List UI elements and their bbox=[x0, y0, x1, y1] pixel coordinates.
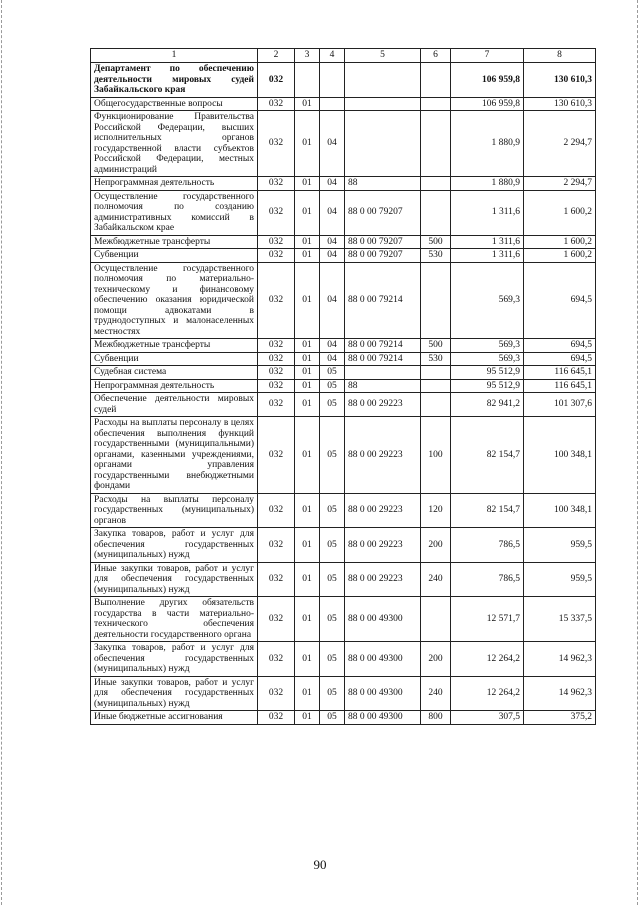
row-target-item-cell: 88 bbox=[345, 177, 421, 191]
row-target-item-cell: 88 0 00 79214 bbox=[345, 262, 421, 339]
row-amount-col7-cell: 1 880,9 bbox=[451, 111, 524, 177]
row-name-cell: Осуществление государственного полномочия по материально-техническому и финансовому обеспечению оказания юридической помощи адвокатами в труднодоступных и малонаселенных местностях bbox=[91, 262, 258, 339]
row-amount-col8-cell: 694,5 bbox=[524, 262, 596, 339]
row-target-item-cell: 88 0 00 79207 bbox=[345, 235, 421, 249]
row-section-cell: 01 bbox=[295, 177, 320, 191]
table-row bbox=[91, 190, 596, 235]
row-target-item-cell: 88 0 00 29223 bbox=[345, 493, 421, 528]
row-expense-type-cell: 530 bbox=[421, 249, 451, 263]
row-name-cell: Межбюджетные трансферты bbox=[91, 339, 258, 353]
row-amount-col8-cell: 2 294,7 bbox=[524, 177, 596, 191]
row-subsection-cell: 04 bbox=[320, 352, 345, 366]
row-admin-code-cell: 032 bbox=[258, 177, 295, 191]
row-target-item-cell bbox=[345, 97, 421, 111]
row-section-cell: 01 bbox=[295, 676, 320, 711]
row-name-cell: Функционирование Правительства Российской Федерации, высших исполнительных органов государственной власти субъектов Российской Федерации, местных администраций bbox=[91, 111, 258, 177]
row-amount-col7-cell: 82 154,7 bbox=[451, 493, 524, 528]
row-expense-type-cell: 500 bbox=[421, 235, 451, 249]
row-subsection-cell: 05 bbox=[320, 366, 345, 380]
row-name-cell: Расходы на выплаты персоналу в целях обеспечения выполнения функций государственными (муниципальными) органами, казенными учреждениями, органами управления государственными внебюджетными фондами bbox=[91, 417, 258, 494]
row-admin-code-cell: 032 bbox=[258, 366, 295, 380]
row-amount-col7-cell: 12 264,2 bbox=[451, 642, 524, 677]
row-name-cell: Субвенции bbox=[91, 352, 258, 366]
row-amount-col8-cell: 130 610,3 bbox=[524, 97, 596, 111]
header-row bbox=[91, 49, 596, 63]
row-subsection-cell: 05 bbox=[320, 393, 345, 417]
header-cell-3: 3 bbox=[295, 49, 320, 63]
row-amount-col7-cell: 12 264,2 bbox=[451, 676, 524, 711]
row-amount-col8-cell: 101 307,6 bbox=[524, 393, 596, 417]
table-row bbox=[91, 111, 596, 177]
row-section-cell: 01 bbox=[295, 711, 320, 725]
row-section-cell bbox=[295, 63, 320, 98]
page-number: 90 bbox=[313, 857, 327, 872]
row-admin-code-cell: 032 bbox=[258, 339, 295, 353]
row-name-cell: Закупка товаров, работ и услуг для обеспечения государственных (муниципальных) нужд bbox=[91, 642, 258, 677]
row-amount-col8-cell: 14 962,3 bbox=[524, 642, 596, 677]
row-expense-type-cell bbox=[421, 597, 451, 642]
row-expense-type-cell: 800 bbox=[421, 711, 451, 725]
header-cell-6: 6 bbox=[421, 49, 451, 63]
row-subsection-cell: 05 bbox=[320, 676, 345, 711]
row-section-cell: 01 bbox=[295, 235, 320, 249]
row-subsection-cell: 04 bbox=[320, 249, 345, 263]
row-expense-type-cell: 240 bbox=[421, 562, 451, 597]
row-expense-type-cell: 200 bbox=[421, 528, 451, 563]
header-cell-1: 1 bbox=[91, 49, 258, 63]
table-row bbox=[91, 63, 596, 98]
row-subsection-cell: 05 bbox=[320, 417, 345, 494]
row-subsection-cell: 04 bbox=[320, 262, 345, 339]
row-section-cell: 01 bbox=[295, 393, 320, 417]
row-subsection-cell: 04 bbox=[320, 190, 345, 235]
row-target-item-cell bbox=[345, 111, 421, 177]
row-admin-code-cell: 032 bbox=[258, 111, 295, 177]
table-row bbox=[91, 177, 596, 191]
table-row bbox=[91, 642, 596, 677]
table-row bbox=[91, 262, 596, 339]
row-expense-type-cell bbox=[421, 366, 451, 380]
row-target-item-cell: 88 0 00 49300 bbox=[345, 642, 421, 677]
row-name-cell: Осуществление государственного полномочия по созданию административных комиссий в Забайкальском крае bbox=[91, 190, 258, 235]
row-subsection-cell: 05 bbox=[320, 528, 345, 563]
row-amount-col8-cell: 100 348,1 bbox=[524, 417, 596, 494]
row-section-cell: 01 bbox=[295, 379, 320, 393]
row-subsection-cell: 04 bbox=[320, 235, 345, 249]
row-name-cell: Межбюджетные трансферты bbox=[91, 235, 258, 249]
row-target-item-cell: 88 0 00 79207 bbox=[345, 190, 421, 235]
table-row bbox=[91, 528, 596, 563]
row-admin-code-cell: 032 bbox=[258, 63, 295, 98]
table-row bbox=[91, 366, 596, 380]
row-admin-code-cell: 032 bbox=[258, 528, 295, 563]
row-amount-col7-cell: 106 959,8 bbox=[451, 97, 524, 111]
row-amount-col8-cell: 1 600,2 bbox=[524, 249, 596, 263]
row-section-cell: 01 bbox=[295, 97, 320, 111]
row-admin-code-cell: 032 bbox=[258, 352, 295, 366]
row-name-cell: Департамент по обеспечению деятельности мировых судей Забайкальского края bbox=[91, 63, 258, 98]
row-amount-col7-cell: 95 512,9 bbox=[451, 379, 524, 393]
header-cell-5: 5 bbox=[345, 49, 421, 63]
row-amount-col7-cell: 106 959,8 bbox=[451, 63, 524, 98]
row-target-item-cell: 88 0 00 79207 bbox=[345, 249, 421, 263]
row-section-cell: 01 bbox=[295, 366, 320, 380]
row-subsection-cell: 04 bbox=[320, 111, 345, 177]
row-expense-type-cell: 200 bbox=[421, 642, 451, 677]
row-amount-col8-cell: 959,5 bbox=[524, 528, 596, 563]
table-row bbox=[91, 97, 596, 111]
row-expense-type-cell: 120 bbox=[421, 493, 451, 528]
row-subsection-cell: 05 bbox=[320, 711, 345, 725]
row-name-cell: Непрограммная деятельность bbox=[91, 379, 258, 393]
row-section-cell: 01 bbox=[295, 339, 320, 353]
row-subsection-cell: 04 bbox=[320, 339, 345, 353]
row-name-cell: Судебная система bbox=[91, 366, 258, 380]
row-admin-code-cell: 032 bbox=[258, 562, 295, 597]
row-subsection-cell: 05 bbox=[320, 379, 345, 393]
row-expense-type-cell bbox=[421, 97, 451, 111]
row-target-item-cell: 88 0 00 29223 bbox=[345, 562, 421, 597]
row-expense-type-cell bbox=[421, 379, 451, 393]
header-cell-8: 8 bbox=[524, 49, 596, 63]
row-subsection-cell: 05 bbox=[320, 493, 345, 528]
table-body bbox=[91, 63, 596, 725]
row-target-item-cell: 88 0 00 49300 bbox=[345, 711, 421, 725]
row-admin-code-cell: 032 bbox=[258, 417, 295, 494]
row-amount-col8-cell: 116 645,1 bbox=[524, 366, 596, 380]
row-admin-code-cell: 032 bbox=[258, 97, 295, 111]
row-target-item-cell bbox=[345, 366, 421, 380]
row-target-item-cell: 88 bbox=[345, 379, 421, 393]
row-name-cell: Закупка товаров, работ и услуг для обеспечения государственных (муниципальных) нужд bbox=[91, 528, 258, 563]
row-subsection-cell: 05 bbox=[320, 562, 345, 597]
row-amount-col8-cell: 1 600,2 bbox=[524, 190, 596, 235]
row-amount-col8-cell: 2 294,7 bbox=[524, 111, 596, 177]
row-amount-col8-cell: 15 337,5 bbox=[524, 597, 596, 642]
row-amount-col8-cell: 1 600,2 bbox=[524, 235, 596, 249]
row-section-cell: 01 bbox=[295, 642, 320, 677]
row-amount-col8-cell: 694,5 bbox=[524, 339, 596, 353]
row-subsection-cell bbox=[320, 97, 345, 111]
row-target-item-cell: 88 0 00 29223 bbox=[345, 417, 421, 494]
row-section-cell: 01 bbox=[295, 111, 320, 177]
row-expense-type-cell bbox=[421, 111, 451, 177]
row-amount-col8-cell: 694,5 bbox=[524, 352, 596, 366]
row-name-cell: Общегосударственные вопросы bbox=[91, 97, 258, 111]
row-admin-code-cell: 032 bbox=[258, 493, 295, 528]
row-expense-type-cell bbox=[421, 393, 451, 417]
row-subsection-cell: 05 bbox=[320, 642, 345, 677]
table-row bbox=[91, 235, 596, 249]
row-expense-type-cell bbox=[421, 262, 451, 339]
row-section-cell: 01 bbox=[295, 493, 320, 528]
row-amount-col7-cell: 1 311,6 bbox=[451, 235, 524, 249]
row-amount-col7-cell: 82 941,2 bbox=[451, 393, 524, 417]
header-cell-7: 7 bbox=[451, 49, 524, 63]
row-section-cell: 01 bbox=[295, 249, 320, 263]
header-cell-2: 2 bbox=[258, 49, 295, 63]
row-amount-col8-cell: 14 962,3 bbox=[524, 676, 596, 711]
row-target-item-cell: 88 0 00 79214 bbox=[345, 352, 421, 366]
row-amount-col8-cell: 375,2 bbox=[524, 711, 596, 725]
row-amount-col7-cell: 1 311,6 bbox=[451, 190, 524, 235]
table-row bbox=[91, 676, 596, 711]
row-amount-col7-cell: 1 880,9 bbox=[451, 177, 524, 191]
row-name-cell: Расходы на выплаты персоналу государственных (муниципальных) органов bbox=[91, 493, 258, 528]
row-admin-code-cell: 032 bbox=[258, 235, 295, 249]
row-amount-col7-cell: 569,3 bbox=[451, 262, 524, 339]
row-section-cell: 01 bbox=[295, 190, 320, 235]
table-row bbox=[91, 597, 596, 642]
row-target-item-cell: 88 0 00 79214 bbox=[345, 339, 421, 353]
row-target-item-cell bbox=[345, 63, 421, 98]
row-name-cell: Выполнение других обязательств государства в части материально-технического обеспечения деятельности государственного органа bbox=[91, 597, 258, 642]
table-row bbox=[91, 562, 596, 597]
row-amount-col7-cell: 82 154,7 bbox=[451, 417, 524, 494]
row-amount-col7-cell: 12 571,7 bbox=[451, 597, 524, 642]
row-section-cell: 01 bbox=[295, 417, 320, 494]
row-name-cell: Непрограммная деятельность bbox=[91, 177, 258, 191]
row-admin-code-cell: 032 bbox=[258, 597, 295, 642]
row-admin-code-cell: 032 bbox=[258, 711, 295, 725]
row-target-item-cell: 88 0 00 29223 bbox=[345, 393, 421, 417]
row-subsection-cell: 05 bbox=[320, 597, 345, 642]
row-subsection-cell: 04 bbox=[320, 177, 345, 191]
row-name-cell: Иные закупки товаров, работ и услуг для обеспечения государственных (муниципальных) нужд bbox=[91, 676, 258, 711]
table-row bbox=[91, 379, 596, 393]
row-target-item-cell: 88 0 00 29223 bbox=[345, 528, 421, 563]
row-amount-col7-cell: 307,5 bbox=[451, 711, 524, 725]
row-expense-type-cell: 240 bbox=[421, 676, 451, 711]
table-row bbox=[91, 352, 596, 366]
row-expense-type-cell bbox=[421, 63, 451, 98]
row-amount-col7-cell: 95 512,9 bbox=[451, 366, 524, 380]
row-amount-col7-cell: 786,5 bbox=[451, 562, 524, 597]
row-name-cell: Иные закупки товаров, работ и услуг для обеспечения государственных (муниципальных) нужд bbox=[91, 562, 258, 597]
row-expense-type-cell bbox=[421, 177, 451, 191]
table-row bbox=[91, 711, 596, 725]
row-amount-col7-cell: 786,5 bbox=[451, 528, 524, 563]
row-amount-col7-cell: 569,3 bbox=[451, 339, 524, 353]
table-row bbox=[91, 249, 596, 263]
row-section-cell: 01 bbox=[295, 528, 320, 563]
table-row bbox=[91, 339, 596, 353]
budget-table bbox=[90, 48, 596, 725]
row-amount-col7-cell: 569,3 bbox=[451, 352, 524, 366]
page-edge-right bbox=[637, 0, 638, 905]
table-row bbox=[91, 393, 596, 417]
row-section-cell: 01 bbox=[295, 562, 320, 597]
table-row bbox=[91, 417, 596, 494]
row-expense-type-cell: 500 bbox=[421, 339, 451, 353]
row-target-item-cell: 88 0 00 49300 bbox=[345, 597, 421, 642]
row-amount-col8-cell: 130 610,3 bbox=[524, 63, 596, 98]
row-section-cell: 01 bbox=[295, 262, 320, 339]
row-admin-code-cell: 032 bbox=[258, 249, 295, 263]
row-name-cell: Обеспечение деятельности мировых судей bbox=[91, 393, 258, 417]
row-admin-code-cell: 032 bbox=[258, 393, 295, 417]
row-amount-col7-cell: 1 311,6 bbox=[451, 249, 524, 263]
row-target-item-cell: 88 0 00 49300 bbox=[345, 676, 421, 711]
row-subsection-cell bbox=[320, 63, 345, 98]
row-expense-type-cell bbox=[421, 190, 451, 235]
row-expense-type-cell: 100 bbox=[421, 417, 451, 494]
row-section-cell: 01 bbox=[295, 352, 320, 366]
row-admin-code-cell: 032 bbox=[258, 676, 295, 711]
row-admin-code-cell: 032 bbox=[258, 262, 295, 339]
table-row bbox=[91, 493, 596, 528]
row-amount-col8-cell: 959,5 bbox=[524, 562, 596, 597]
page-edge-left bbox=[1, 0, 2, 905]
row-admin-code-cell: 032 bbox=[258, 642, 295, 677]
row-expense-type-cell: 530 bbox=[421, 352, 451, 366]
table-header bbox=[91, 49, 596, 63]
row-name-cell: Иные бюджетные ассигнования bbox=[91, 711, 258, 725]
row-amount-col8-cell: 116 645,1 bbox=[524, 379, 596, 393]
row-amount-col8-cell: 100 348,1 bbox=[524, 493, 596, 528]
row-admin-code-cell: 032 bbox=[258, 379, 295, 393]
row-admin-code-cell: 032 bbox=[258, 190, 295, 235]
header-cell-4: 4 bbox=[320, 49, 345, 63]
row-section-cell: 01 bbox=[295, 597, 320, 642]
row-name-cell: Субвенции bbox=[91, 249, 258, 263]
